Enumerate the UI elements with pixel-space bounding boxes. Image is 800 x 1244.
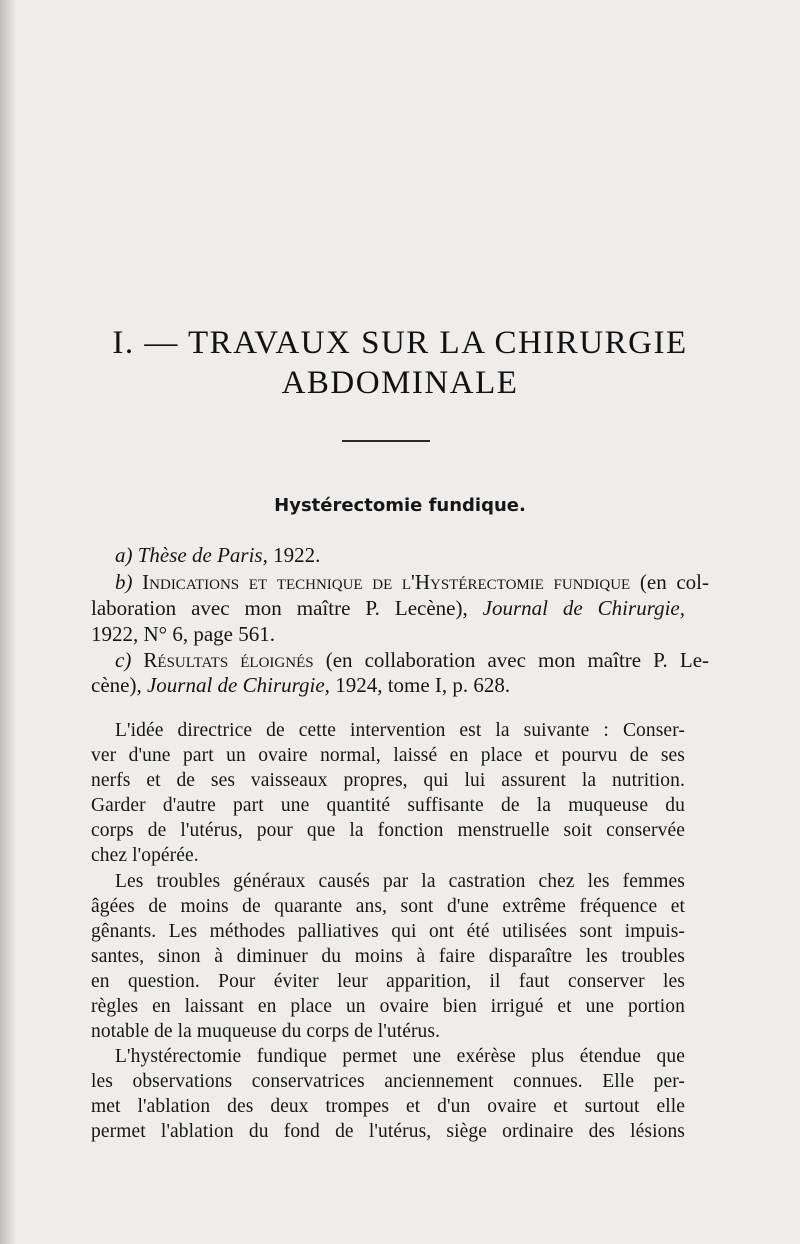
reference-b-line-2 [91,596,685,621]
chapter-title-line-1: I. — TRAVAUX SUR LA CHIRURGIE [112,325,688,361]
reference-c-line-1 [115,648,709,673]
paragraph-3-line: les observations conservatrices anciennement connues. Elle per- [91,1071,685,1092]
paragraph-2-line: âgées de moins de quarante ans, sont d'une extrême fréquence et [91,896,685,917]
paragraph-3-line: L'hystérectomie fundique permet une exérèse plus étendue que [115,1046,685,1067]
paragraph-1-line: L'idée directrice de cette intervention est la suivante : Conser- [115,720,685,741]
paragraph-2-line: santes, sinon à diminuer du moins à faire disparaître les troubles [91,946,685,967]
reference-b-line-1 [115,570,709,595]
chapter-title-line-2: ABDOMINALE [281,365,519,401]
paragraph-3-line: permet l'ablation du fond de l'utérus, siège ordinaire des lésions [91,1121,685,1142]
reference-c-line-1-rest: (en collaboration avec mon maître P. Le- [325,648,710,672]
paragraph-1-line: ver d'une part un ovaire normal, laissé en place et pourvu de ses [91,745,685,766]
paragraph-1-line: chez l'opérée. [91,845,199,866]
reference-b-marker: b) [115,570,133,594]
paragraph-1-line: nerfs et de ses vaisseaux propres, qui lui assurent la nutrition. [91,770,685,791]
paragraph-3-line: met l'ablation des deux trompes et d'un ovaire et surtout elle [91,1096,685,1117]
paragraph-2-line: en question. Pour éviter leur apparition, il faut conserver les [91,971,685,992]
reference-c-title: Résultats éloignés [143,648,314,672]
paragraph-2-line: règles en laissant en place un ovaire bien irrigué et une portion [91,996,685,1017]
page-binding-shadow [0,0,16,1244]
reference-a-year: 1922. [273,543,321,567]
reference-b-journal: Journal de Chirurgie, [482,596,685,620]
reference-b-line-3: 1922, N° 6, page 561. [91,622,275,646]
reference-c-marker: c) [115,648,132,672]
reference-a-marker: a) [115,543,133,567]
paragraph-1-line: corps de l'utérus, pour que la fonction menstruelle soit conservée [91,820,685,841]
title-divider [342,440,430,442]
reference-b-title: Indications et technique de l'Hystérectomie fundique [142,570,631,594]
reference-b-line-1-rest: (en col- [639,570,709,594]
reference-c-line-2-end: 1924, tome I, p. 628. [335,673,511,697]
reference-c-line-2 [91,673,685,698]
reference-c-journal: Journal de Chirurgie, [146,673,330,697]
reference-c-line-2-start: cène), [91,673,142,697]
paragraph-2-line: Les troubles généraux causés par la castration chez les femmes [115,871,685,892]
paragraph-2-line: notable de la muqueuse du corps de l'utérus. [91,1021,441,1042]
reference-b-line-2-start: laboration avec mon maître P. Lecène), [91,596,468,620]
section-title: Hystérectomie fundique. [274,495,526,516]
reference-a [115,543,709,568]
paragraph-1-line: Garder d'autre part une quantité suffisante de la muqueuse du [91,795,685,816]
paragraph-2-line: gênants. Les méthodes palliatives qui ont été utilisées sont impuis- [91,921,685,942]
reference-a-title: Thèse de Paris, [137,543,268,567]
